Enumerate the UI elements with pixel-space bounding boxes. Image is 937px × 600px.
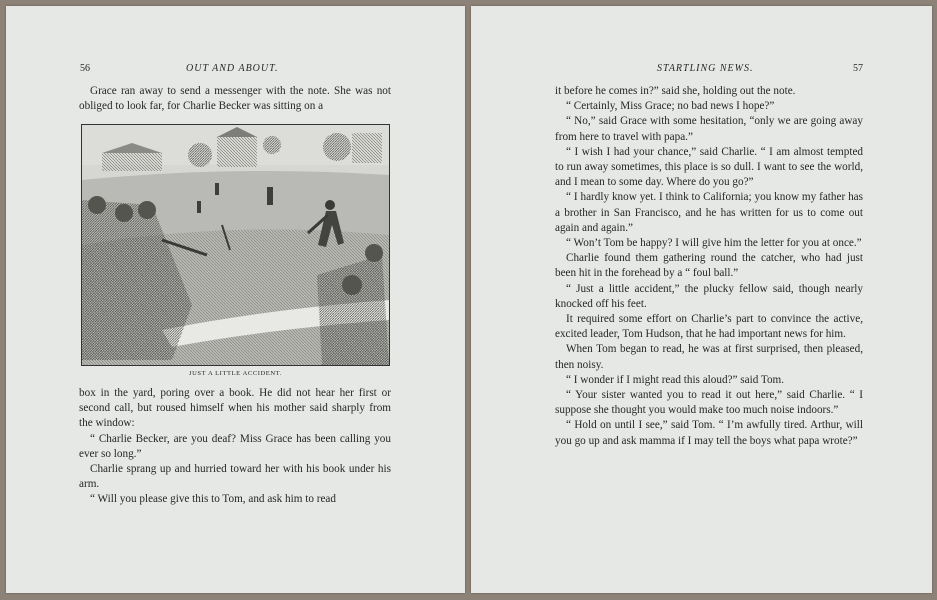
paragraph: “ Just a little accident,” the plucky fellow said, though nearly knocked off his feet. — [555, 282, 863, 310]
text-block — [555, 84, 863, 449]
illustration — [81, 124, 390, 366]
page-number: 57 — [853, 63, 863, 74]
paragraph: “ Will you please give this to Tom, and ask him to read — [90, 493, 336, 506]
running-head: STARTLING NEWS. — [657, 63, 754, 74]
text-block-bottom — [79, 386, 391, 508]
paragraph: “ Certainly, Miss Grace; no bad news I hope?” — [566, 100, 775, 113]
paragraph: When Tom began to read, he was at first surprised, then pleased, then noisy. — [555, 343, 863, 371]
baseball-scene-illustration — [82, 125, 389, 365]
paragraph: “ Charlie Becker, are you deaf? Miss Grace has been calling you ever so long.” — [79, 432, 391, 460]
paragraph: “ Your sister wanted you to read it out here,” said Charlie. “ I suppose she thought you would make too much noise indoors.” — [555, 389, 863, 417]
figure-caption: JUST A LITTLE ACCIDENT. — [188, 370, 282, 377]
paragraph: it before he comes in?” said she, holding out the note. — [555, 85, 796, 97]
page-number: 56 — [80, 63, 90, 74]
paragraph: Grace ran away to send a messenger with the note. She was not obliged to look far, for Charlie Becker was sitting on a — [79, 85, 391, 113]
paragraph: “ I wonder if I might read this aloud?” said Tom. — [566, 373, 785, 386]
paragraph: “ Hold on until I see,” said Tom. “ I’m awfully tired. Arthur, will you go up and ask mamma if I may tell the boys what papa wrote?” — [555, 419, 863, 447]
running-head: OUT AND ABOUT. — [186, 63, 279, 74]
paragraph: Charlie sprang up and hurried toward her with his book under his arm. — [79, 463, 391, 491]
paragraph: Charlie found them gathering round the catcher, who had just been hit in the forehead by a “ foul ball.” — [555, 252, 863, 280]
left-page — [6, 6, 465, 593]
paragraph: “ I wish I had your chance,” said Charlie. “ I am almost tempted to run away sometimes, this place is so dull. I want to see the world, and I mean to some day. Where do you go?” — [555, 145, 863, 189]
paragraph: “ I hardly know yet. I think to California; you know my father has a brother in San Francisco, and he has written for us to come out again and again.” — [555, 191, 863, 234]
paragraph: “ Won’t Tom be happy? I will give him the letter for you at once.” — [566, 237, 862, 250]
text-block-top — [79, 84, 391, 114]
paragraph: “ No,” said Grace with some hesitation, “only we are going away from here to travel with papa.” — [555, 115, 863, 143]
right-page — [471, 6, 932, 593]
paragraph: box in the yard, poring over a book. He did not hear her first or second call, but roused himself when his mother said sharply from the window: — [79, 387, 391, 430]
paragraph: It required some effort on Charlie’s part to convince the active, excited leader, Tom Hudson, that he had important news for him. — [555, 313, 863, 341]
